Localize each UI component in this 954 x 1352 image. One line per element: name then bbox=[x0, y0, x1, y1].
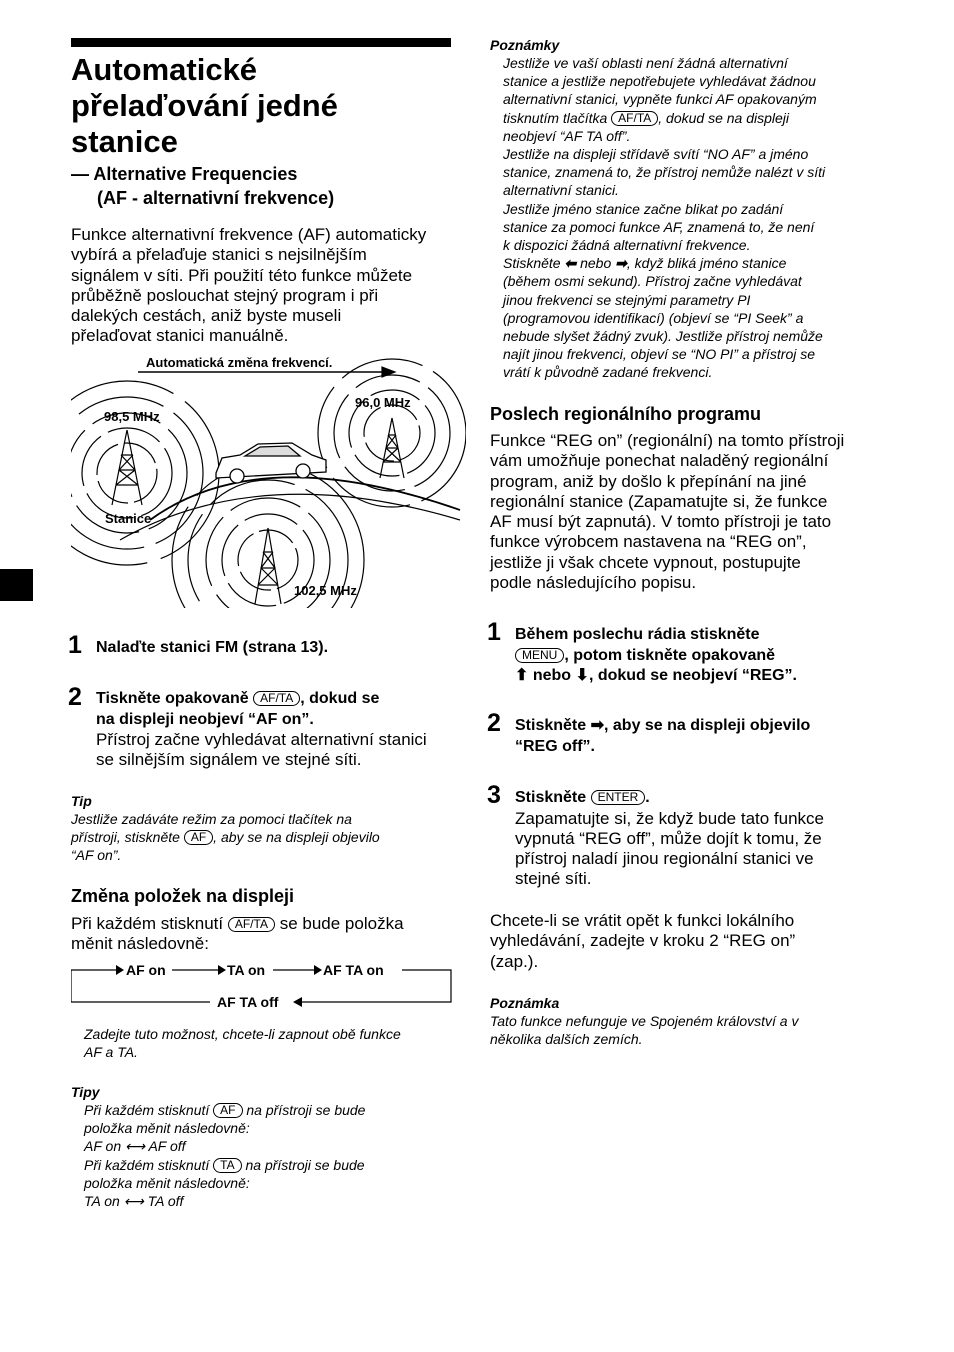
station-label: Stanice bbox=[105, 511, 152, 526]
text-line: signálem v síti. Při použití této funkce můžete bbox=[71, 265, 413, 285]
text-line: Při každém stisknutí bbox=[71, 914, 224, 933]
step-text: Stiskněte bbox=[515, 789, 587, 806]
tip-line: na přístroji se bude bbox=[245, 1156, 365, 1173]
tip-title: Tip bbox=[71, 793, 92, 809]
arrow-right-icon: ➡ bbox=[615, 255, 627, 272]
tip-line: Při každém stisknutí bbox=[84, 1102, 210, 1118]
af-key: AF bbox=[213, 1103, 242, 1118]
step-text: , aby se na displeji objevilo bbox=[604, 717, 811, 734]
step-desc: vypnutá “REG off”, může dojít k tomu, že bbox=[515, 828, 822, 848]
arrow-left-icon: ⬅ bbox=[564, 255, 577, 272]
text-line: vybírá a přelaďuje stanici s nejsilnějším bbox=[71, 245, 367, 265]
section-heading: Poslech regionálního programu bbox=[490, 404, 762, 424]
note-line: (během osmi sekund). Přístroj začne vyhledávat bbox=[503, 273, 802, 290]
tip-line: Jestliže zadáváte režim za pomoci tlačítek na bbox=[71, 811, 352, 827]
tip-line: položka měnit následovně: bbox=[84, 1174, 250, 1191]
note-line: nebude slyšet žádný zvuk). Jestliže přístroj nemůže bbox=[503, 328, 823, 345]
arrow-right-icon: ➡ bbox=[590, 717, 604, 734]
text-line: průběžně poslouchat stejný program i při bbox=[71, 285, 379, 305]
auto-change-label: Automatická změna frekvencí. bbox=[146, 355, 333, 370]
af-illustration bbox=[71, 348, 466, 608]
tip-line: přístroji, stiskněte bbox=[71, 829, 180, 846]
note-line: stanice, znamená to, že přístroj nemůže nalézt v síti bbox=[503, 164, 826, 181]
tip-line: AF on bbox=[84, 1138, 122, 1155]
step-number: 3 bbox=[487, 781, 501, 809]
step-number: 1 bbox=[68, 631, 82, 659]
tip-line: AF off bbox=[148, 1138, 186, 1155]
step-number: 1 bbox=[487, 618, 501, 646]
note-line: několika dalších zemích. bbox=[490, 1031, 643, 1048]
note-line: Tato funkce nefunguje ve Spojeném království a v bbox=[490, 1013, 799, 1029]
step-2 bbox=[96, 689, 466, 771]
note-line: stanice za pomoci funkce AF, znamená to, že není bbox=[503, 218, 815, 235]
step-text: , potom tiskněte opakovaně bbox=[564, 646, 776, 664]
cycle-diagram bbox=[71, 958, 453, 1010]
freq-label-2: 96,0 MHz bbox=[355, 395, 411, 410]
step-text: , dokud se neobjeví “REG”. bbox=[588, 667, 797, 684]
step-desc: Přístroj začne vyhledávat alternativní stanici bbox=[96, 730, 427, 749]
notes-box bbox=[490, 36, 890, 382]
title-rule bbox=[71, 38, 451, 47]
tower-left-icon bbox=[112, 430, 142, 505]
note-line: stanice a jestliže nepotřebujete vyhledávat žádnou bbox=[503, 73, 816, 90]
note-line: nebo bbox=[580, 255, 612, 272]
freq-label-3: 102,5 MHz bbox=[294, 583, 357, 598]
note-line: jinou frekvenci se stejnými parametry PI bbox=[503, 291, 751, 308]
note-box bbox=[490, 994, 890, 1048]
step-desc: Zapamatujte si, že když bude tato funkce bbox=[515, 808, 825, 828]
section-tab bbox=[0, 569, 33, 601]
freq-label-1: 98,5 MHz bbox=[104, 409, 160, 424]
note-line: Zadejte tuto možnost, chcete-li zapnout obě funkce bbox=[84, 1026, 401, 1042]
subtitle-line: — Alternative Frequencies bbox=[71, 164, 298, 184]
step-number: 2 bbox=[487, 709, 501, 737]
reg-step-3 bbox=[515, 788, 895, 890]
step-desc: se silnějším signálem ve stejné síti. bbox=[96, 750, 362, 770]
intro-paragraph bbox=[71, 225, 461, 347]
note-line: tisknutím tlačítka bbox=[503, 109, 608, 126]
tower-right-icon bbox=[380, 418, 404, 478]
text-line: přelaďovat stanici manuálně. bbox=[71, 326, 289, 346]
note-title: Poznámka bbox=[490, 995, 560, 1011]
subtitle-line: (AF - alternativní frekvence) bbox=[97, 188, 335, 208]
tip-line: TA off bbox=[147, 1193, 184, 1210]
page-title bbox=[71, 52, 461, 160]
step-desc: přístroj naladí jinou regionální stanici ve bbox=[515, 849, 814, 869]
step-text: Nalaďte stanici FM (strana 13). bbox=[96, 639, 329, 656]
text-line: program, aniž by došlo k přepínání na jiné bbox=[490, 471, 807, 491]
text-line: dalekých cestách, aniž byste museli bbox=[71, 306, 342, 326]
note-line: Jestliže na displeji střídavě svítí “NO AF” a jméno bbox=[503, 146, 809, 163]
note-line: , dokud se na displeji bbox=[658, 109, 790, 126]
step-text: Během poslechu rádia stiskněte bbox=[515, 626, 760, 643]
title-line: stanice bbox=[71, 124, 178, 159]
step-number: 2 bbox=[68, 683, 82, 711]
double-arrow-icon: ⟷ bbox=[123, 1193, 144, 1210]
text-line: měnit následovně: bbox=[71, 934, 209, 954]
note-line: k dispozici žádná alternativní frekvence. bbox=[503, 237, 751, 254]
note-line: Stiskněte bbox=[503, 255, 561, 272]
step-text: . bbox=[645, 789, 650, 806]
note-line: alternativní stanici, vypněte funkci AF opakovaným bbox=[503, 91, 817, 108]
text-line: funkce výrobcem nastavena na “REG on”, bbox=[490, 532, 807, 552]
flow-note bbox=[84, 1025, 464, 1061]
af-key: AF bbox=[184, 830, 213, 845]
tip-line: na přístroji se bude bbox=[246, 1102, 366, 1118]
reg-step-2 bbox=[515, 716, 895, 757]
step-desc: stejné síti. bbox=[515, 869, 592, 889]
flow-ta-on: TA on bbox=[227, 962, 266, 978]
subtitle bbox=[71, 162, 334, 210]
display-change-text bbox=[71, 914, 461, 955]
flow-af-ta-off: AF TA off bbox=[217, 994, 279, 1010]
text-line: regionální stanice (Zapamatujte si, že funkce bbox=[490, 491, 828, 511]
double-arrow-icon: ⟷ bbox=[125, 1138, 146, 1155]
tip-line: “AF on”. bbox=[71, 847, 122, 864]
flow-af-on: AF on bbox=[126, 962, 166, 978]
notes-title: Poznámky bbox=[490, 37, 560, 53]
step-text: na displeji neobjeví “AF on”. bbox=[96, 710, 314, 728]
text-line: Funkce “REG on” (regionální) na tomto přístroji bbox=[490, 431, 845, 450]
title-line: přelaďování jedné bbox=[71, 88, 338, 123]
menu-key: MENU bbox=[515, 648, 564, 663]
note-line: AF a TA. bbox=[84, 1044, 138, 1061]
step-text: “REG off”. bbox=[515, 737, 595, 755]
note-line: alternativní stanici. bbox=[503, 182, 619, 199]
text-line: Funkce alternativní frekvence (AF) automaticky bbox=[71, 225, 427, 244]
note-line: vrátí k původně zadané frekvenci. bbox=[503, 364, 713, 381]
arrow-down-icon: ⬇ bbox=[575, 667, 589, 684]
step-text: , dokud se bbox=[300, 690, 380, 707]
arrow-up-icon: ⬆ bbox=[515, 667, 529, 684]
note-line: , když bliká jméno stanice bbox=[626, 255, 787, 272]
step-text: nebo bbox=[532, 667, 572, 684]
flow-af-ta-on: AF TA on bbox=[323, 962, 384, 978]
step-text: Tiskněte opakovaně bbox=[96, 690, 249, 707]
step-text: Stiskněte bbox=[515, 717, 587, 734]
af-ta-key: AF/TA bbox=[228, 917, 275, 932]
text-line: AF musí být zapnutá). V tomto přístroji je tato bbox=[490, 512, 832, 532]
af-ta-key: AF/TA bbox=[611, 111, 658, 126]
tip-line: TA on bbox=[84, 1193, 120, 1210]
enter-key: ENTER bbox=[591, 790, 646, 805]
note-line: Jestliže jméno stanice začne blikat po zadání bbox=[503, 200, 784, 217]
text-line: se bude položka bbox=[279, 914, 404, 933]
tips-box bbox=[71, 1083, 461, 1210]
text-line: (zap.). bbox=[490, 951, 539, 971]
af-ta-key: AF/TA bbox=[253, 691, 300, 706]
waves-right bbox=[318, 359, 466, 507]
back-paragraph bbox=[490, 911, 890, 972]
title-line: Automatické bbox=[71, 52, 258, 87]
text-line: jestliže ji však chcete vypnout, postupujte bbox=[490, 552, 801, 572]
reg-step-1 bbox=[515, 625, 895, 687]
text-line: vám umožňuje ponechat naladěný regionální bbox=[490, 451, 829, 471]
note-line: Jestliže ve vaší oblasti není žádná alternativní bbox=[503, 55, 788, 71]
ta-key: TA bbox=[213, 1158, 241, 1173]
text-line: Chcete-li se vrátit opět k funkci lokálního bbox=[490, 911, 795, 930]
text-line: vyhledávání, zadejte v kroku 2 “REG on” bbox=[490, 931, 796, 951]
note-line: neobjeví “AF TA off”. bbox=[503, 127, 631, 144]
note-line: (programovou identifikací) (objeví se “PI Seek” a bbox=[503, 309, 804, 326]
regional-paragraph bbox=[490, 431, 890, 593]
tip-line: , aby se na displeji objevilo bbox=[213, 829, 380, 846]
tip-line: položka měnit následovně: bbox=[84, 1120, 250, 1137]
tip-line: Při každém stisknutí bbox=[84, 1156, 210, 1173]
tip-box bbox=[71, 792, 461, 865]
tips-title: Tipy bbox=[71, 1084, 100, 1100]
text-line: podle následujícího popisu. bbox=[490, 573, 697, 593]
tower-bottom-icon bbox=[255, 528, 281, 604]
section-heading: Změna položek na displeji bbox=[71, 886, 295, 906]
note-line: najít jinou frekvenci, objeví se “NO PI” a přístroj se bbox=[503, 346, 816, 363]
